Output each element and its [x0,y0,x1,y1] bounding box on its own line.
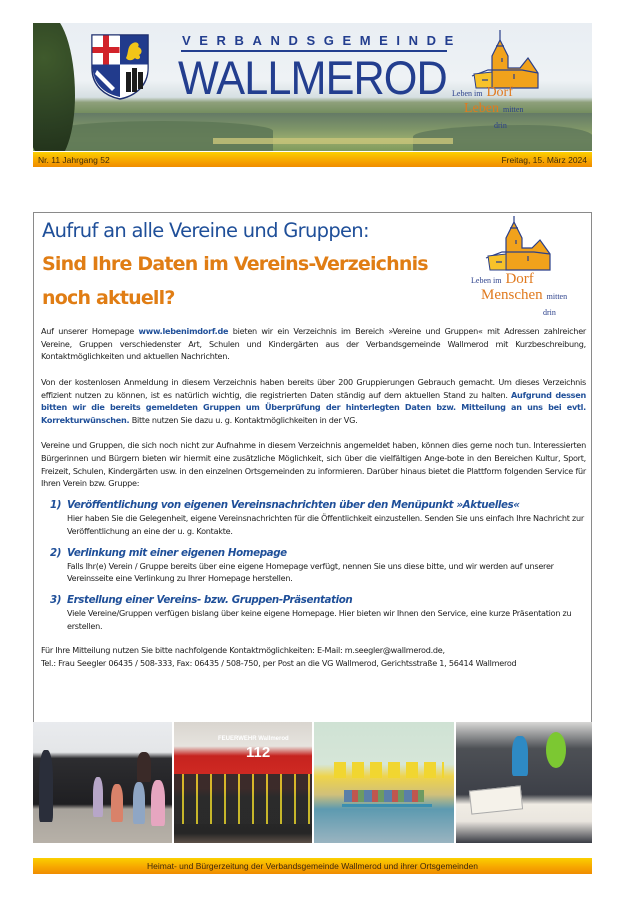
footer-tagline-bar [33,858,592,874]
slogan-dorf: Dorf [486,85,513,100]
slogan-menschen: Menschen [481,287,543,303]
fire-truck-number: 112 [246,744,271,761]
slogan-drin: drin [543,308,556,317]
landscape-fields [213,138,453,144]
figure-person [512,736,528,776]
issue-number: Nr. 11 Jahrgang 52 [38,154,110,165]
donation-check [469,785,523,814]
coat-of-arms-icon [91,34,149,100]
service-item-text: Falls Ihr(e) Verein / Gruppe bereits über eine eigene Homepage verfügt, nennen Sie uns diese bitte, und wir werden auf unserer Vereinsseite eine Verlinkung zu Ihrer Homepage herstellen. [67,560,554,584]
landscape-hill-left [53,121,273,151]
certificates-row [334,762,444,778]
books-row [344,790,424,802]
article-subheadline-line1: Sind Ihre Daten im Vereins-Verzeichnis [42,253,428,275]
service-item [41,498,586,537]
footer-tagline: Heimat- und Bürgerzeitung der Verbandsgemeinde Wallmerod und ihrer Ortsgemeinden [147,861,478,871]
item-title-text: Veröffentlichung von eigenen Vereinsnachrichten über den Menüpunkt »Aktuelles« [67,499,520,512]
paragraph-2 [41,376,586,427]
paragraph-text: bieten wir ein Verzeichnis im Bereich »Vereine und Gruppen« mit Adressen zahlreicher Vereine, Gruppen verschiedenster Art, Schulen und Kindergärten aus der Verbandsgemeinde Wallmerod mit Kurzbeschreibung, Kontaktmöglichkeiten und aktuellen Nachrichten. [41,326,586,362]
service-item-title [41,593,586,607]
photo-fire-brigade [174,722,312,843]
service-item-text: Hier haben Sie die Gelegenheit, eigene Vereinsnachrichten für die Öffentlichkeit einzustellen. Senden Sie uns einfach Ihre Nachricht zur Veröffentlichung an eine der u. g. Kontakte. [67,513,584,536]
slogan-line1: Leben im [471,276,502,285]
firefighters-group [174,774,312,824]
figure-clown-hair [546,732,566,768]
article-subheadline-line2: noch aktuell? [42,287,175,309]
service-item-title [41,498,586,512]
service-item-title [41,546,586,560]
contact-line-2: Tel.: Frau Seegler 06435 / 508-333, Fax: 06435 / 508-750, per Post an die VG Wallmerod, Gerichtsstraße 1, 56414 Wallmerod [41,658,517,669]
fire-truck-text: FEUERWEHR Wallmerod [218,736,289,742]
article-headline: Aufruf an alle Vereine und Gruppen: [42,219,369,242]
figure-adult [137,752,151,782]
service-item [41,546,586,585]
logo-slogan [452,84,523,132]
article-body [41,325,586,670]
article-box [33,212,592,724]
figure-child [93,777,103,817]
issue-date: Freitag, 15. März 2024 [501,154,587,165]
figure-child [151,780,165,826]
paragraph-text: Bitte nutzen Sie dazu u. g. Kontaktmöglichkeiten in der VG. [129,414,358,425]
figure-child [111,784,123,822]
paragraph-text: Von der kostenlosen Anmeldung in diesem Verzeichnis haben bereits über 200 Gruppierungen Gebrauch gemacht. Um dieses Verzeichnis effizient nutzen zu können, ist es natürlich wichtig, die registrierten Daten ständig auf dem aktuellen Stand zu halten. [41,376,586,400]
item-title-text: Erstellung einer Vereins- bzw. Gruppen-Präsentation [67,593,353,606]
slogan-dorf: Dorf [505,271,534,287]
homepage-link[interactable]: www.lebenimdorf.de [138,326,229,336]
paragraph-text: Auf unserer Homepage [41,326,139,336]
contact-info [41,644,586,669]
slogan-mitten: mitten [502,105,524,114]
tree-foliage [33,23,75,151]
slogan-mitten: mitten [546,292,568,301]
org-label: VERBANDSGEMEINDE [182,33,462,48]
item-number: 1) [50,499,62,512]
slogan-drin: drin [494,121,507,130]
photo-children-bus [33,722,172,843]
paragraph-1 [41,325,586,363]
figure-child [133,782,145,824]
photo-strip [33,722,592,843]
masthead-title: WALLMEROD [178,51,447,104]
figure-person [39,750,53,822]
photo-school-reading [314,722,454,843]
photo-check-handover [456,722,592,843]
issue-bar [33,152,592,167]
item-number: 2) [50,546,62,559]
contact-line-1: Für Ihre Mitteilung nutzen Sie bitte nachfolgende Kontaktmöglichkeiten: E-Mail: m.seegler@wallmerod.de, [41,645,445,656]
table [342,804,432,807]
service-item [41,593,586,632]
slogan-leben: Leben [464,101,499,116]
highlighted-request: Aufgrund dessen bitten wir die bereits gemeldeten Gruppen um Überprüfung der hinterlegten Daten bzw. Mitteilung an uns bei evtl. Korrekturwünschen. [41,389,586,425]
item-title-text: Verlinkung mit einer eigenen Homepage [67,546,287,559]
article-logo-slogan [471,271,567,319]
service-item-text: Viele Vereine/Gruppen verfügen bislang über keine eigene Homepage. Hier bieten wir Ihnen den Service, eine kurze Präsentation zu erstellen. [67,607,572,631]
slogan-line1: Leben im [452,89,483,98]
item-number: 3) [50,593,62,606]
paragraph-3: Vereine und Gruppen, die sich noch nicht zur Aufnahme in diesem Verzeichnis angemeldet haben, können dies gerne noch tun. Interessierten Bürgerinnen und Bürgern bieten wir hiermit eine zusätzliche Möglichkeit, sich über die vielfältigen Ange-bote in den Bereichen Kultur, Sport, Freizeit, Schulen, Kindergärten usw. in den einzelnen Ortsgemeinden zu informieren. Darüber hinaus bietet die Plattform folgenden Service für Ihren Verein bzw. Gruppe: [41,440,586,489]
